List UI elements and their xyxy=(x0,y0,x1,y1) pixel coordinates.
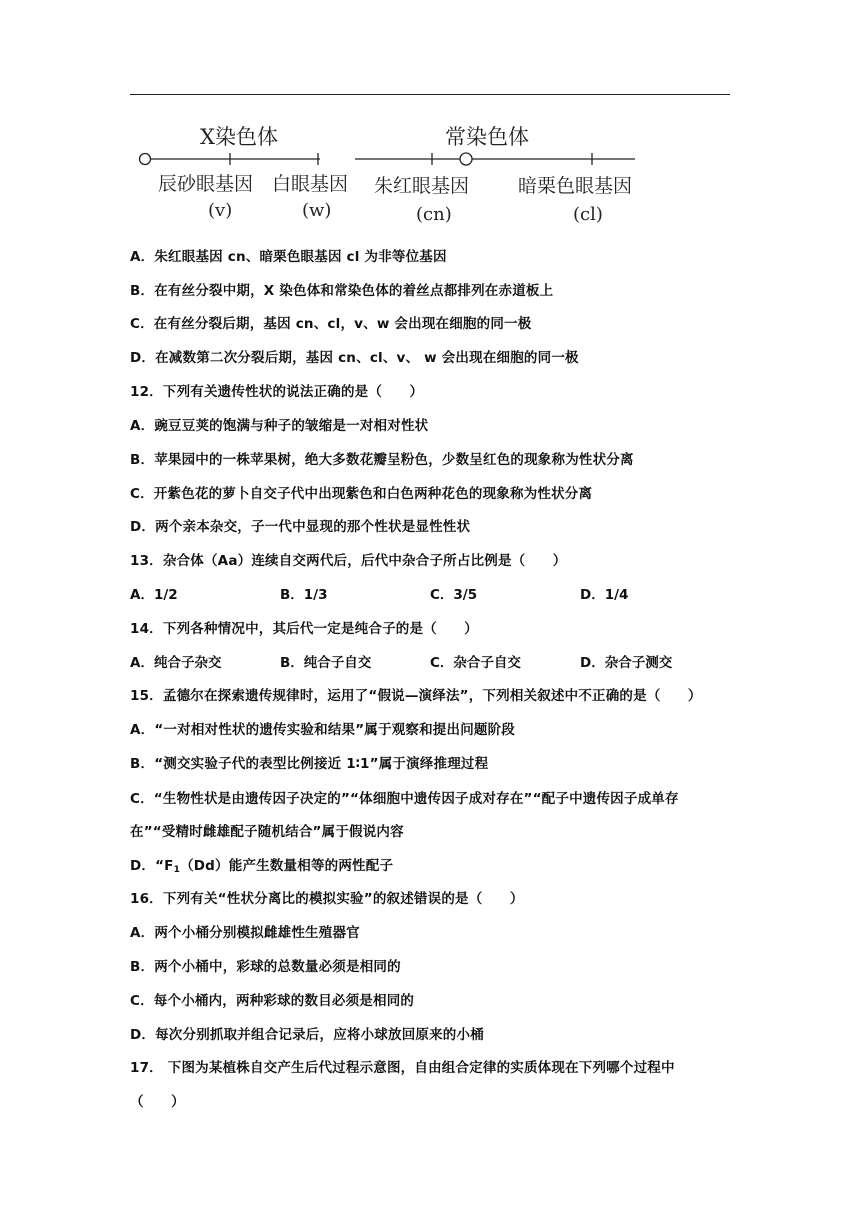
q16-option-a: A．两个小桶分别模拟雌雄性生殖器官 xyxy=(130,925,360,941)
q12-option-d: D．两个亲本杂交，子一代中显现的那个性状是显性性状 xyxy=(130,519,471,535)
q15-option-c-line2: 在”“受精时雌雄配子随机结合”属于假说内容 xyxy=(130,824,404,840)
q12-option-a: A．豌豆豆荚的饱满与种子的皱缩是一对相对性状 xyxy=(130,418,429,434)
header-rule xyxy=(130,94,730,95)
x-centromere xyxy=(140,154,151,165)
q12-option-b: B．苹果园中的一株苹果树，绝大多数花瓣呈粉色，少数呈红色的现象称为性状分离 xyxy=(130,452,634,468)
q16-stem: 16．下列有关“性状分离比的模拟实验”的叙述错误的是（ ） xyxy=(130,891,524,907)
chromosome-figure xyxy=(130,118,650,228)
q14-option-c: C．杂合子自交 xyxy=(430,655,521,671)
gene-cn-symbol: (cn) xyxy=(416,204,452,225)
gene-v-name: 辰砂眼基因 xyxy=(158,173,254,195)
q15-option-d-rest: （Dd）能产生数量相等的两性配子 xyxy=(180,858,394,874)
q15-option-b: B．“测交实验子代的表型比例接近 1∶1”属于演绎推理过程 xyxy=(130,756,489,772)
gene-w-symbol: (w) xyxy=(302,200,332,221)
q13-option-a: A．1/2 xyxy=(130,587,178,603)
x-chromosome-title: X染色体 xyxy=(200,125,278,149)
q14-stem: 14．下列各种情况中，其后代一定是纯合子的是（ ） xyxy=(130,621,478,637)
q11-option-a: A．朱红眼基因 cn、暗栗色眼基因 cl 为非等位基因 xyxy=(130,249,447,265)
autosome-centromere xyxy=(460,153,472,165)
q11-option-b: B．在有丝分裂中期，X 染色体和常染色体的着丝点都排列在赤道板上 xyxy=(130,283,554,299)
gene-cn-name: 朱红眼基因 xyxy=(374,175,470,197)
q15-option-d-subscript: 1 xyxy=(173,865,181,875)
q15-option-d-prefix: D．“F xyxy=(130,858,174,874)
q16-option-c: C．每个小桶内，两种彩球的数目必须是相同的 xyxy=(130,993,415,1009)
q13-stem: 13．杂合体（Aa）连续自交两代后，后代中杂合子所占比例是（ ） xyxy=(130,553,567,569)
gene-cl-symbol: (cl) xyxy=(573,204,603,225)
q16-option-b: B．两个小桶中，彩球的总数量必须是相同的 xyxy=(130,959,401,975)
gene-cl-name: 暗栗色眼基因 xyxy=(518,175,633,197)
q11-option-c: C．在有丝分裂后期，基因 cn、cl，v、w 会出现在细胞的同一极 xyxy=(130,316,532,332)
gene-v-symbol: (v) xyxy=(208,200,233,221)
q14-option-d: D．杂合子测交 xyxy=(580,655,673,671)
q15-stem: 15．孟德尔在探索遗传规律时，运用了“假说—演绎法”，下列相关叙述中不正确的是（ ） xyxy=(130,688,702,704)
q13-option-d: D．1/4 xyxy=(580,587,629,603)
q12-stem: 12．下列有关遗传性状的说法正确的是（ ） xyxy=(130,384,424,400)
q13-option-b: B．1/3 xyxy=(280,587,328,603)
q14-option-a: A．纯合子杂交 xyxy=(130,655,222,671)
q15-option-d xyxy=(130,856,393,880)
q12-option-c: C．开紫色花的萝卜自交子代中出现紫色和白色两种花色的现象称为性状分离 xyxy=(130,486,593,502)
q16-option-d: D．每次分别抓取并组合记录后，应将小球放回原来的小桶 xyxy=(130,1027,484,1043)
q17-stem-line2: （ ） xyxy=(130,1094,185,1110)
q15-option-a: A．“一对相对性状的遗传实验和结果”属于观察和提出问题阶段 xyxy=(130,722,515,738)
q14-option-b: B．纯合子自交 xyxy=(280,655,372,671)
q13-option-c: C．3/5 xyxy=(430,587,478,603)
gene-w-name: 白眼基因 xyxy=(272,173,349,195)
q11-option-d: D．在减数第二次分裂后期，基因 cn、cl、v、 w 会出现在细胞的同一极 xyxy=(130,350,579,366)
q15-option-c-line1: C．“生物性状是由遗传因子决定的”“体细胞中遗传因子成对存在”“配子中遗传因子成单存 xyxy=(130,791,679,807)
autosome-title: 常染色体 xyxy=(445,125,529,149)
q17-stem-line1: 17． 下图为某植株自交产生后代过程示意图，自由组合定律的实质体现在下列哪个过程中 xyxy=(130,1060,675,1076)
